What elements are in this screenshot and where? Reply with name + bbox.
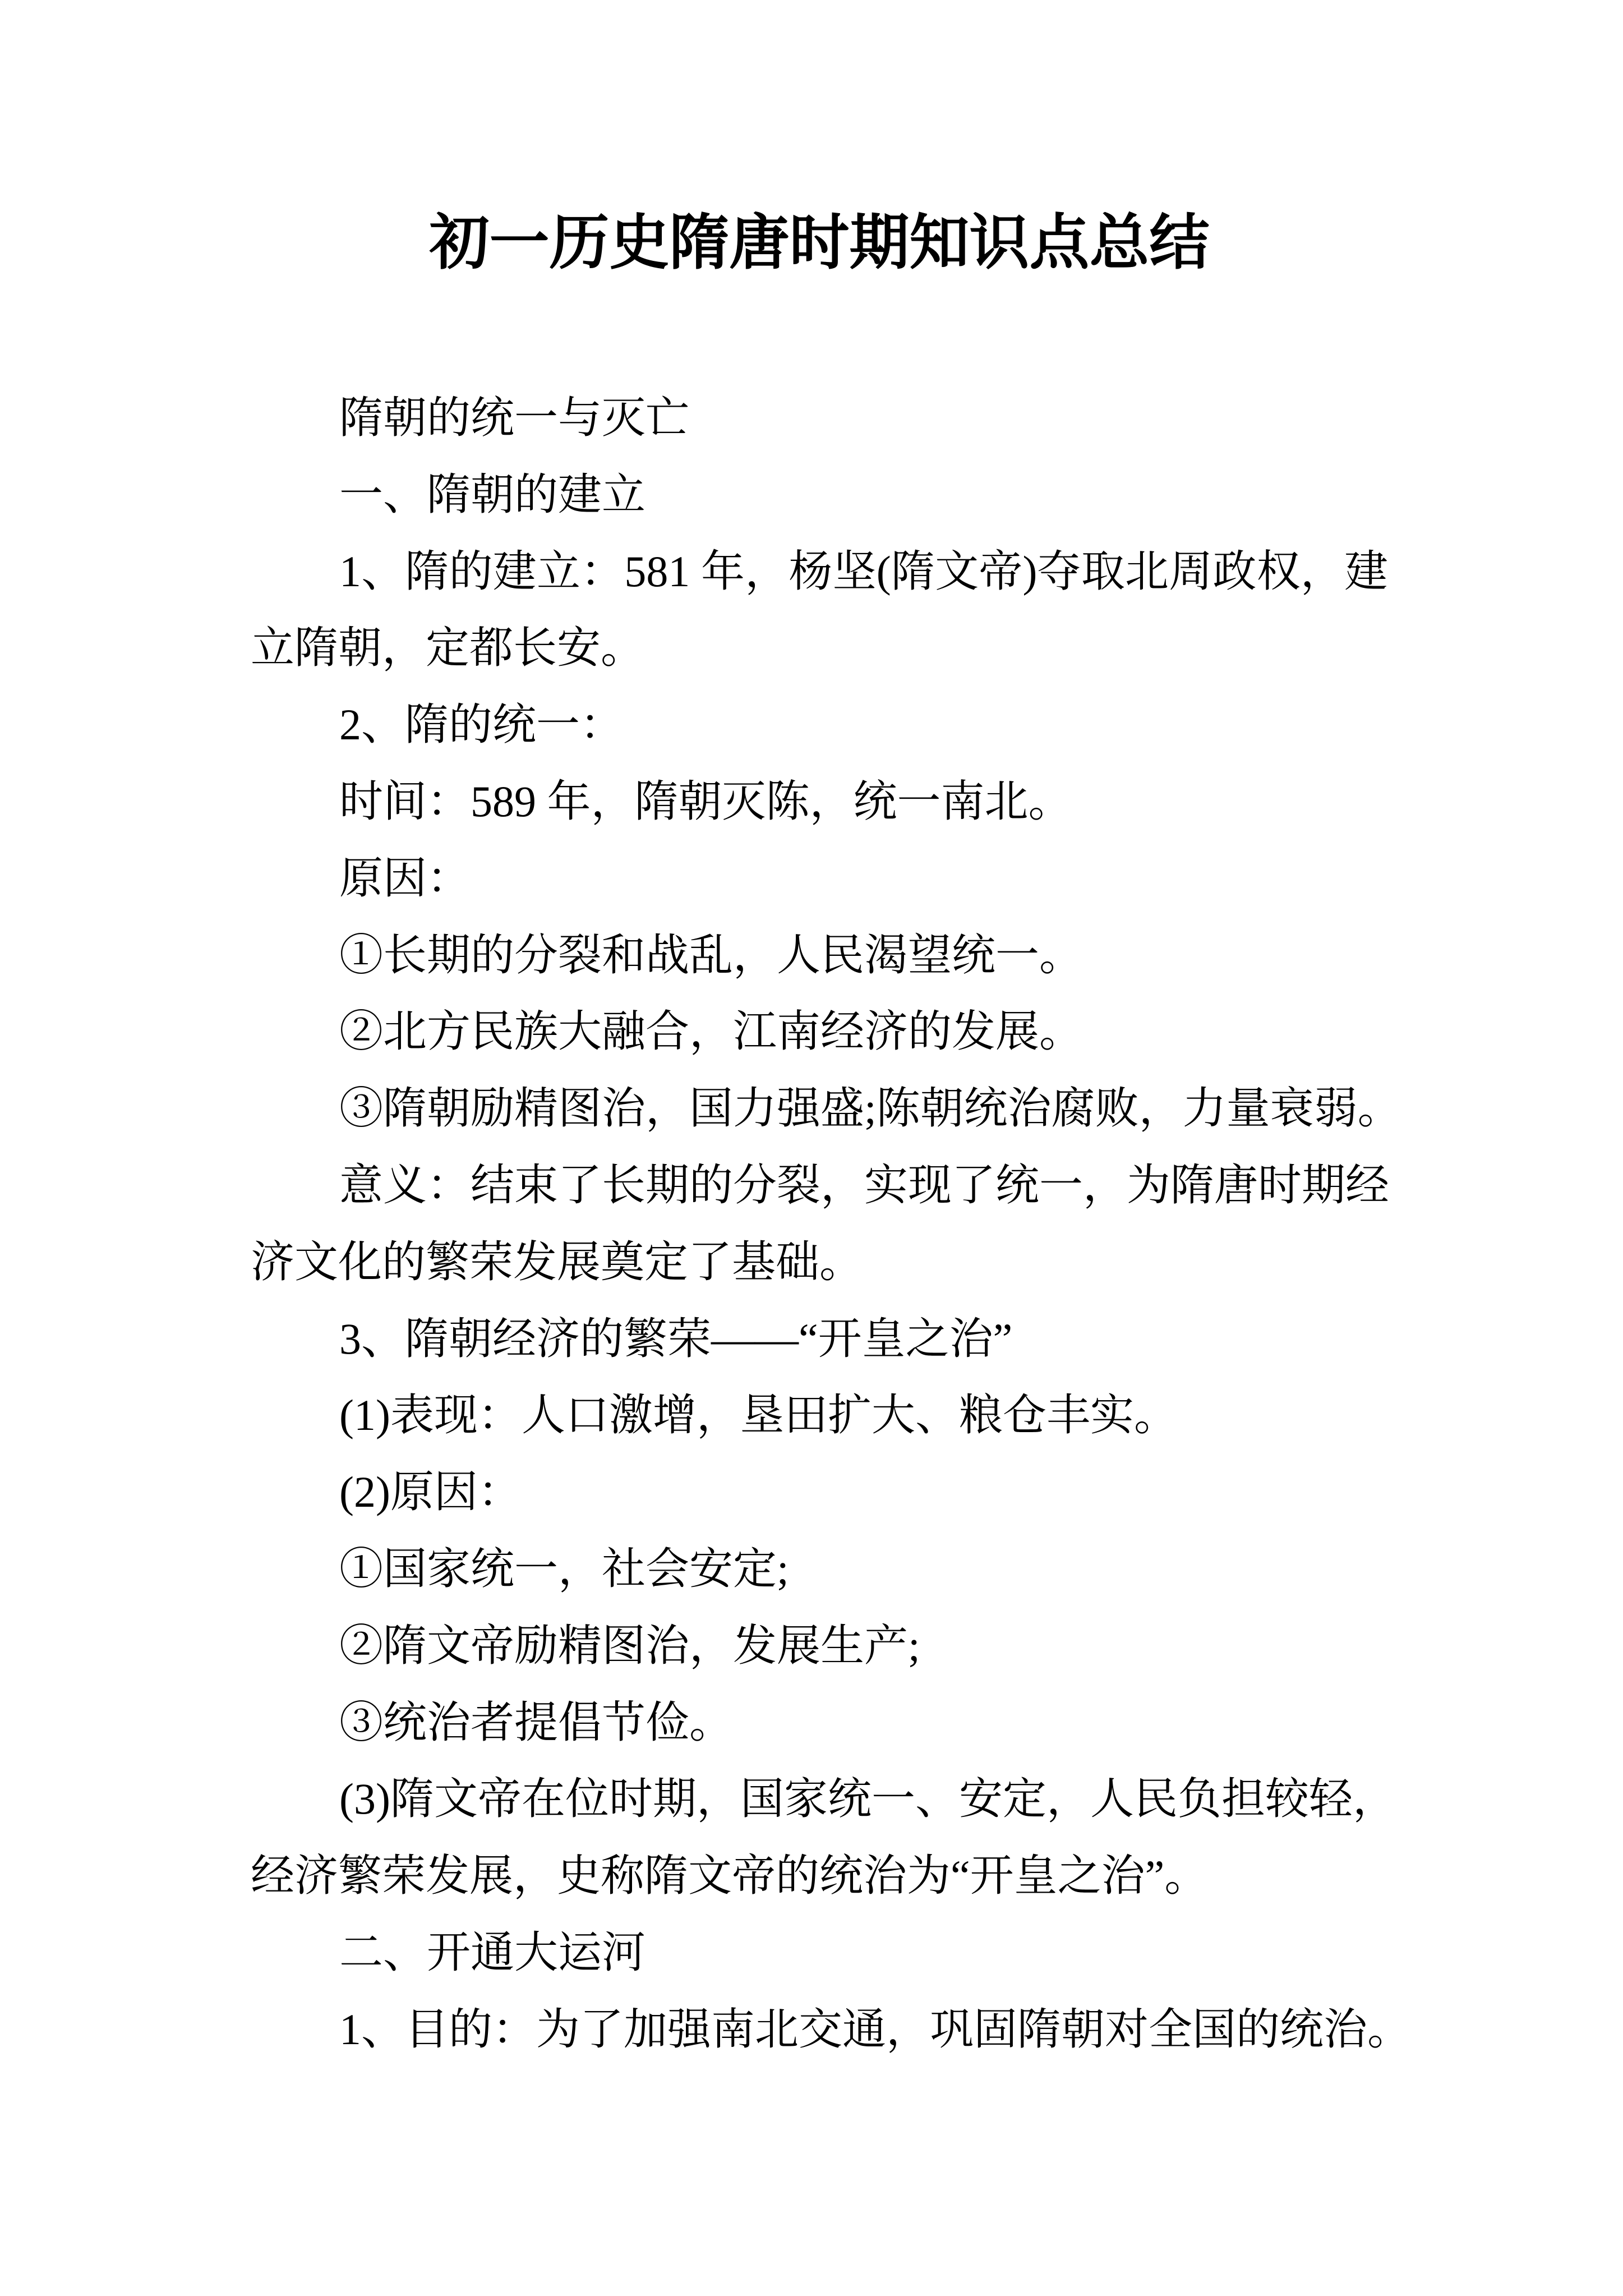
list-item <box>251 1531 1388 1608</box>
text-line: ②北方民族大融合，江南经济的发展。 <box>339 1007 1083 1056</box>
list-item <box>251 1070 1401 1147</box>
text-line: (1)表现：人口激增，垦田扩大、粮仓丰实。 <box>339 1391 1178 1440</box>
text-line: ①国家统一，社会安定; <box>339 1544 789 1593</box>
section-heading <box>251 1915 1388 1991</box>
text-line: 立隋朝，定都长安。 <box>251 623 645 673</box>
text-line: 原因： <box>339 853 471 903</box>
list-item <box>251 993 1388 1070</box>
list-item <box>251 1685 1388 1761</box>
list-item <box>251 917 1388 994</box>
list-item <box>251 1761 1396 1915</box>
text-line: ②隋文帝励精图治，发展生产; <box>339 1621 920 1670</box>
text-line: 时间：589 年，隋朝灭陈，统一南北。 <box>339 776 1072 826</box>
text-line: 济文化的繁荣发展奠定了基础。 <box>251 1237 864 1286</box>
text-line: (2)原因： <box>339 1467 522 1517</box>
subsection-item <box>251 533 1388 687</box>
text-line: 隋朝的统一与灭亡 <box>339 393 690 442</box>
list-item <box>251 1608 1388 1685</box>
paragraph <box>251 763 1388 840</box>
text-line: 意义：结束了长期的分裂，实现了统一，为隋唐时期经 <box>339 1160 1390 1209</box>
text-line: ③隋朝励精图治，国力强盛;陈朝统治腐败，力量衰弱。 <box>339 1084 1401 1133</box>
text-line: 1、目的：为了加强南北交通，巩固隋朝对全国的统治。 <box>339 2004 1412 2054</box>
paragraph <box>251 1147 1388 1301</box>
text-line: 3、隋朝经济的繁荣——“开皇之治” <box>339 1314 1013 1363</box>
text-line: 2、隋的统一： <box>339 700 624 749</box>
text-line: 经济繁荣发展，史称隋文帝的统治为“开皇之治”。 <box>251 1851 1209 1901</box>
text-line: ①长期的分裂和战乱，人民渴望统一。 <box>339 930 1083 979</box>
text-line: 一、隋朝的建立 <box>339 470 646 519</box>
text-line: (3)隋文帝在位时期，国家统一、安定，人民负担较轻， <box>339 1774 1396 1824</box>
document-body <box>251 380 1412 2068</box>
text-line: ③统治者提倡节俭。 <box>339 1697 734 1747</box>
text-line: 二、开通大运河 <box>339 1927 646 1977</box>
subsection-heading <box>251 687 1388 763</box>
subsection-heading <box>251 1301 1388 1378</box>
paragraph-label <box>251 840 1388 917</box>
chapter-heading <box>251 380 1388 457</box>
list-item <box>251 1377 1388 1454</box>
subsection-item <box>251 1991 1412 2068</box>
document-title: 初一历史隋唐时期知识点总结 <box>429 210 1210 277</box>
text-line: 1、隋的建立：581 年，杨坚(隋文帝)夺取北周政权，建 <box>339 546 1388 596</box>
list-item <box>251 1454 1388 1531</box>
section-heading <box>251 457 1388 533</box>
